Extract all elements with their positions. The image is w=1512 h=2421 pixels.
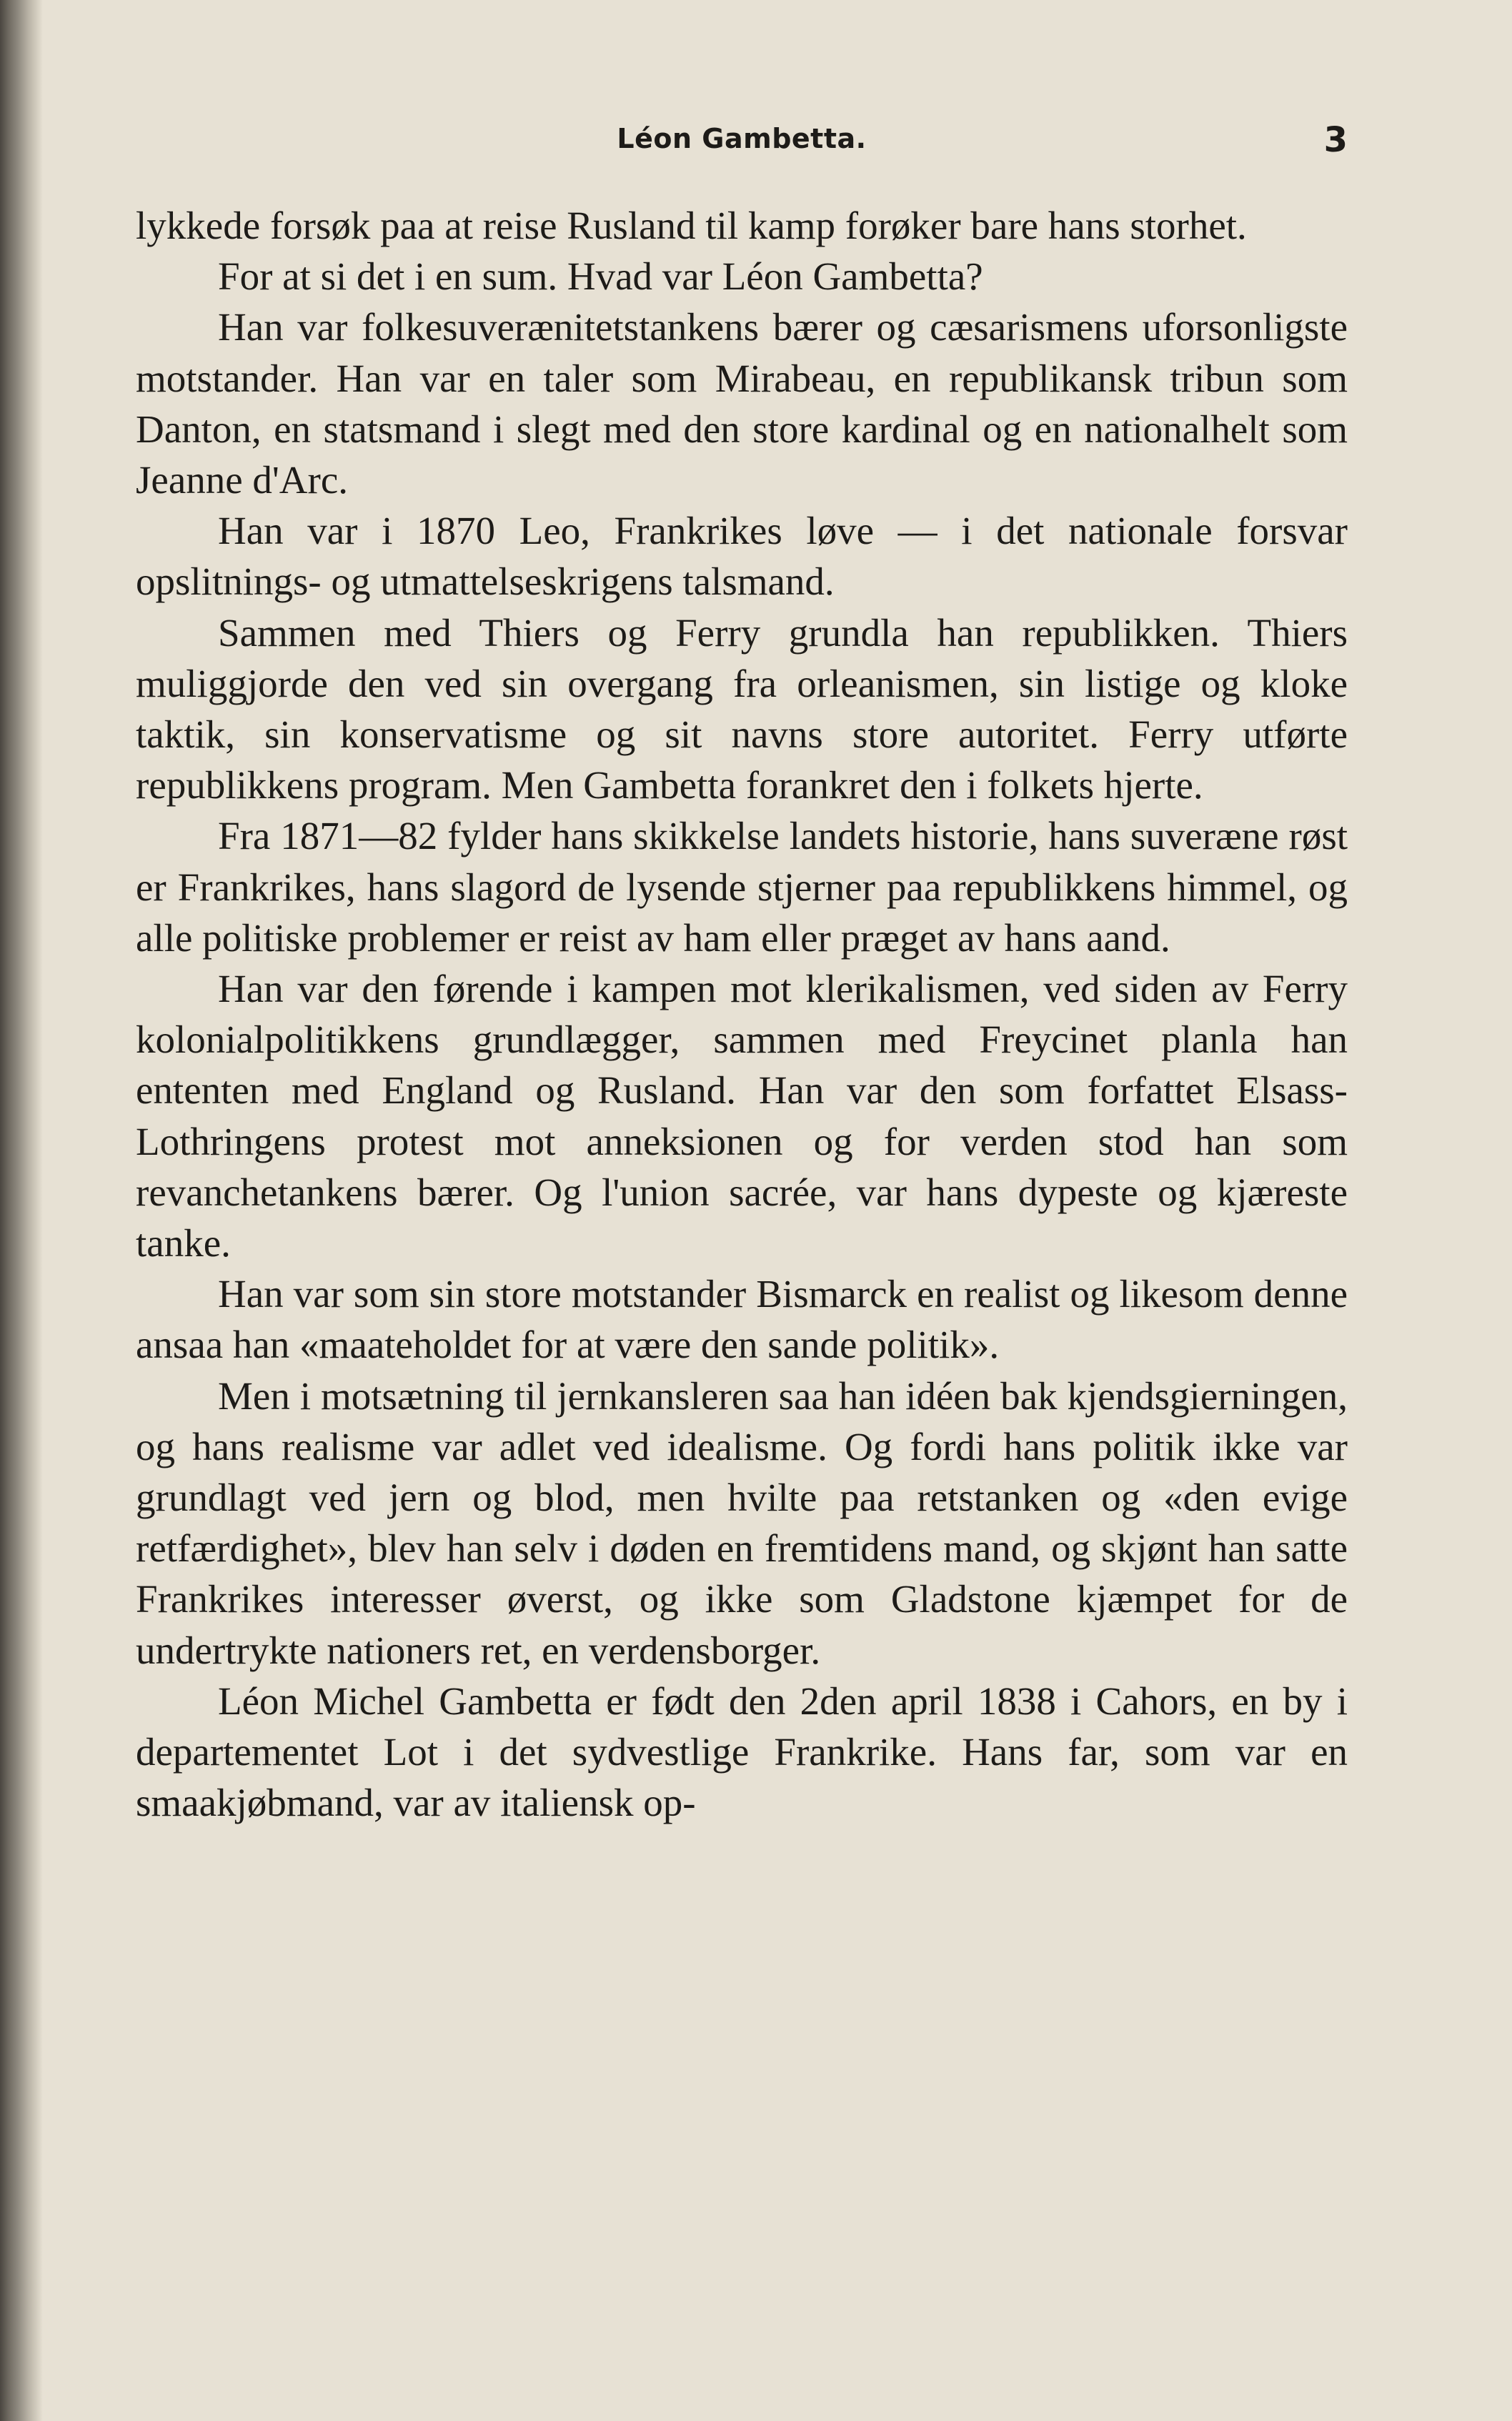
paragraph: Han var som sin store motstander Bismarck en realist og likesom denne ansaa han «maateholdet for at være den sande politik». bbox=[136, 1272, 1348, 1367]
running-head bbox=[136, 117, 1348, 160]
paragraph: For at si det i en sum. Hvad var Léon Gambetta? bbox=[218, 254, 983, 299]
paragraph: Léon Michel Gambetta er født den 2den april 1838 i Cahors, en by i departementet Lot i det sydvestlige Frankrike. Hans far, som var en smaakjøbmand, var av italiensk op- bbox=[136, 1679, 1348, 1825]
page-number: 3 bbox=[1323, 120, 1348, 160]
paragraph: Men i motsætning til jernkansleren saa han idéen bak kjendsgierningen, og hans realisme var adlet ved idealisme. Og fordi hans politik ikke var grundlagt ved jern og blod, men hvilte paa retstanken og «den evige retfærdighet», blev han selv i døden en fremtidens mand, og skjønt han satte Frankrikes interesser øverst, og ikke som Gladstone kjæmpet for de undertrykte nationers ret, en verdensborger. bbox=[136, 1373, 1348, 1672]
paragraph: Sammen med Thiers og Ferry grundla han republikken. Thiers muliggjorde den ved sin overgang fra orleanismen, sin listige og kloke taktik, sin konservatisme og sit navns store autoritet. Ferry utførte republikkens program. Men Gambetta forankret den i folkets hjerte. bbox=[136, 610, 1348, 807]
body-text bbox=[136, 200, 1348, 1829]
paragraph: lykkede forsøk paa at reise Rusland til kamp forøker bare hans storhet. bbox=[136, 204, 1247, 247]
paragraph: Han var folkesuverænitetstankens bærer og cæsarismens uforsonligste motstander. Han var en taler som Mirabeau, en republikansk tribun som Danton, en statsmand i slegt med den store kardinal og en nationalhelt som Jeanne d'Arc. bbox=[136, 305, 1348, 502]
paragraph: Han var den førende i kampen mot klerikalismen, ved siden av Ferry kolonialpolitikkens grundlægger, sammen med Freycinet planla han ententen med England og Rusland. Han var den som forfattet Elsass-Lothringens protest mot anneksionen og for verden stod han som revanchetankens bærer. Og l'union sacrée, var hans dypeste og kjæreste tanke. bbox=[136, 967, 1348, 1266]
running-head-title: Léon Gambetta. bbox=[617, 123, 867, 154]
paragraph: Fra 1871—82 fylder hans skikkelse landets historie, hans suveræne røst er Frankrikes, hans slagord de lysende stjerner paa republikkens himmel, og alle politiske problemer er reist av ham eller præget av hans aand. bbox=[136, 814, 1348, 960]
book-spine-shadow bbox=[0, 0, 43, 2421]
paragraph: Han var i 1870 Leo, Frankrikes løve — i det nationale forsvar opslitnings- og utmattelseskrigens talsmand. bbox=[136, 509, 1348, 604]
